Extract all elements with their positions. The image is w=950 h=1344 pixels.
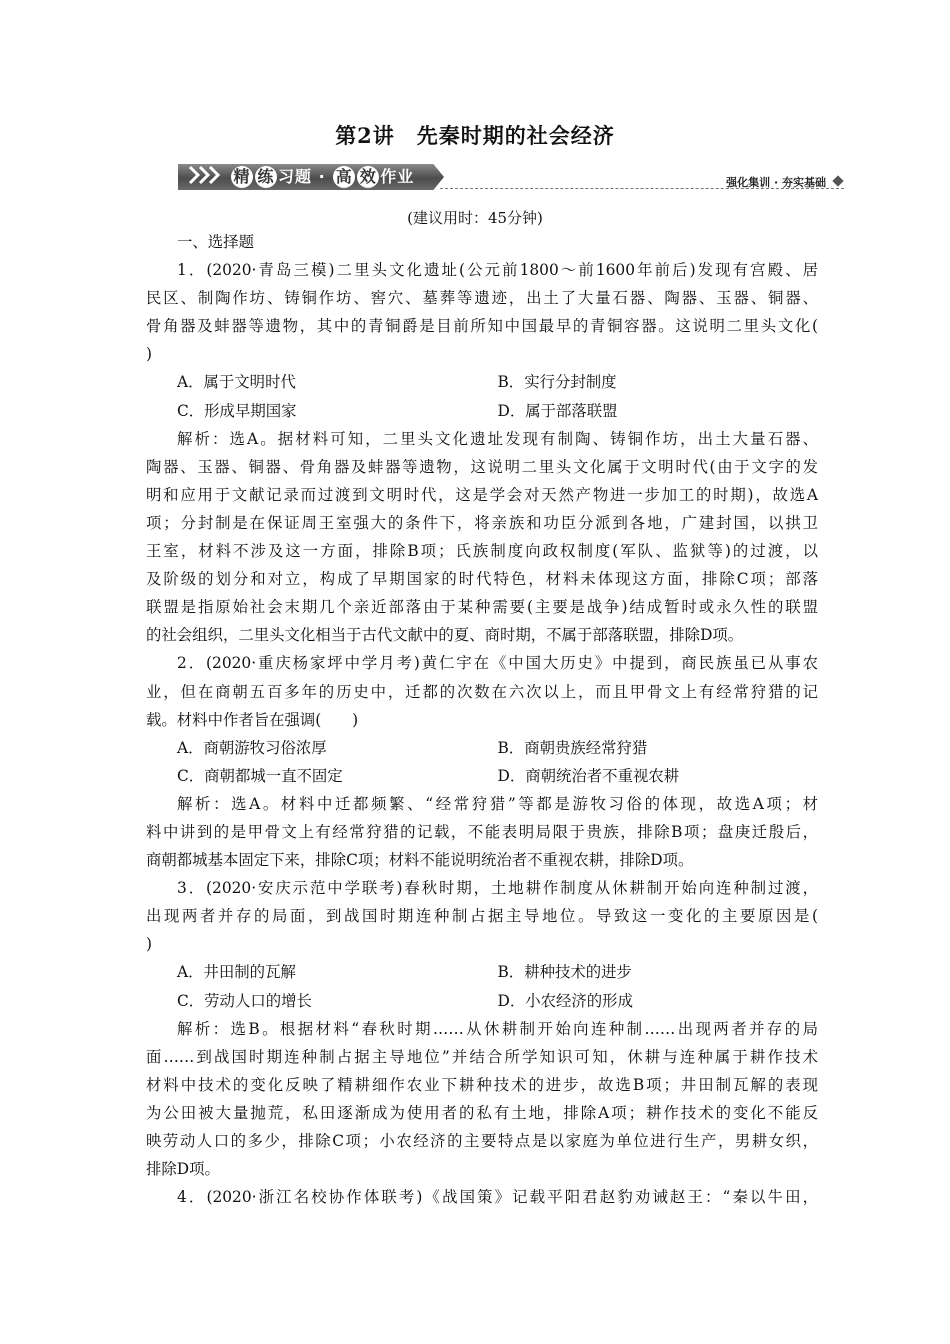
banner-char-4: 效	[357, 166, 379, 188]
question-1-explanation: 陶器、玉器、铜器、骨角器及蚌器等遗物，这说明二里头文化属于文明时代(由于文字的发	[146, 457, 818, 476]
question-3-explanation: 排除D项。	[146, 1160, 220, 1179]
option-d: D．属于部落联盟	[497, 401, 618, 420]
banner-text-1: 习题 ·	[278, 167, 333, 186]
question-2-explanation: 商朝都城基本固定下来，排除C项；材料不能说明统治者不重视农耕，排除D项。	[146, 851, 694, 870]
question-1-explanation: 项；分封制是在保证周王室强大的条件下，将亲族和功臣分派到各地，广建封国，以拱卫	[146, 513, 818, 532]
chevron-right-icon	[188, 165, 228, 185]
banner-char-1: 精	[231, 166, 253, 188]
option-c: C．商朝都城一直不固定	[177, 766, 343, 785]
banner-title	[230, 164, 414, 190]
question-3-text: 3．(2020·安庆示范中学联考)春秋时期，土地耕作制度从休耕制开始向连种制过渡，	[177, 879, 818, 898]
banner-text-2: 作业	[380, 167, 415, 186]
question-1-text: 民区、制陶作坊、铸铜作坊、窖穴、墓葬等遗迹，出土了大量石器、陶器、玉器、铜器、	[146, 289, 818, 308]
question-1-options	[146, 397, 818, 425]
question-1-text: 1．(2020·青岛三模)二里头文化遗址(公元前1800～前1600年前后)发现有宫殿、居	[177, 261, 818, 280]
option-d: D．小农经济的形成	[497, 991, 633, 1010]
option-c: C．形成早期国家	[177, 401, 297, 420]
question-1-explanation: 的社会组织，二里头文化相当于古代文献中的夏、商时期，不属于部落联盟，排除D项。	[146, 626, 744, 645]
question-3-options	[146, 987, 818, 1015]
question-3-explanation: 解析：选B。根据材料“春秋时期……从休耕制开始向连种制……出现两者并存的局	[177, 1019, 818, 1038]
option-b: B．实行分封制度	[497, 373, 617, 392]
question-2-text: 载。材料中作者旨在强调( )	[146, 710, 359, 729]
banner-char-3: 高	[333, 166, 355, 188]
question-3-explanation: 面……到战国时期连种制占据主导地位”并结合所学知识可知，休耕与连种属于耕作技术	[146, 1047, 818, 1066]
option-d: D．商朝统治者不重视农耕	[497, 766, 680, 785]
question-3-text: 出现两者并存的局面，到战国时期连种制占据主导地位。导致这一变化的主要原因是(	[146, 907, 818, 926]
option-a: A．属于文明时代	[177, 373, 296, 392]
question-2-options	[146, 762, 818, 790]
question-1-text: )	[146, 345, 153, 364]
question-4-text: 4．(2020·浙江名校协作体联考)《战国策》记载平阳君赵豹劝诫赵王：“秦以牛田，	[177, 1188, 818, 1207]
question-3-explanation: 映劳动人口的多少，排除C项；小农经济的主要特点是以家庭为单位进行生产，男耕女织，	[146, 1132, 818, 1150]
question-1-explanation: 解析：选A。据材料可知，二里头文化遗址发现有制陶、铸铜作坊，出土大量石器、	[177, 429, 818, 448]
question-3-text: )	[146, 935, 153, 954]
option-c: C．劳动人口的增长	[177, 991, 312, 1010]
question-2-text: 2．(2020·重庆杨家坪中学月考)黄仁宇在《中国大历史》中提到，商民族虽已从事农	[177, 654, 818, 673]
question-2-explanation: 料中讲到的是甲骨文上有经常狩猎的记载，不能表明局限于贵族，排除B项；盘庚迁殷后，	[146, 822, 818, 841]
banner-char-2: 练	[255, 166, 277, 188]
question-1-explanation: 联盟是指原始社会末期几个亲近部落由于某种需要(主要是战争)结成暂时或永久性的联盟	[146, 598, 818, 617]
option-b: B．耕种技术的进步	[497, 963, 632, 982]
section-heading: 一、选择题	[177, 233, 254, 251]
question-3-explanation: 材料中技术的变化反映了精耕细作农业下耕种技术的进步，故选B项；井田制瓦解的表现	[146, 1075, 818, 1094]
question-2-options	[146, 734, 818, 762]
question-1-options	[146, 368, 818, 396]
question-3-explanation: 为公田被大量抛荒，私田逐渐成为使用者的私有土地，排除A项；耕作技术的变化不能反	[146, 1103, 818, 1122]
diamond-icon	[832, 175, 843, 186]
page-title: 第2讲 先秦时期的社会经济	[335, 123, 615, 148]
banner-subtitle: 强化集训 · 夯实基础	[726, 176, 826, 189]
question-1-explanation: 明和应用于文献记录而过渡到文明时代，这是学会对天然产物进一步加工的时期)，故选A	[146, 485, 818, 504]
document-body	[146, 228, 818, 1211]
option-a: A．井田制的瓦解	[177, 963, 296, 982]
question-2-explanation: 解析：选A。材料中迁都频繁、“经常狩猎”等都是游牧习俗的体现，故选A项；材	[177, 794, 818, 813]
question-1-text: 骨角器及蚌器等遗物，其中的青铜爵是目前所知中国最早的青铜容器。这说明二里头文化(	[146, 317, 818, 336]
question-1-explanation: 王室，材料不涉及这一方面，排除B项；氏族制度向政权制度(军队、监狱等)的过渡，以	[146, 542, 818, 561]
option-b: B．商朝贵族经常狩猎	[497, 738, 648, 757]
time-hint: (建议用时：45分钟)	[407, 209, 543, 227]
question-1-explanation: 及阶级的划分和对立，构成了早期国家的时代特色，材料未体现这方面，排除C项；部落	[146, 570, 818, 589]
option-a: A．商朝游牧习俗浓厚	[177, 738, 327, 757]
question-2-text: 业，但在商朝五百多年的历史中，迁都的次数在六次以上，而且甲骨文上有经常狩猎的记	[146, 682, 818, 701]
question-3-options	[146, 958, 818, 986]
section-banner	[178, 160, 844, 196]
